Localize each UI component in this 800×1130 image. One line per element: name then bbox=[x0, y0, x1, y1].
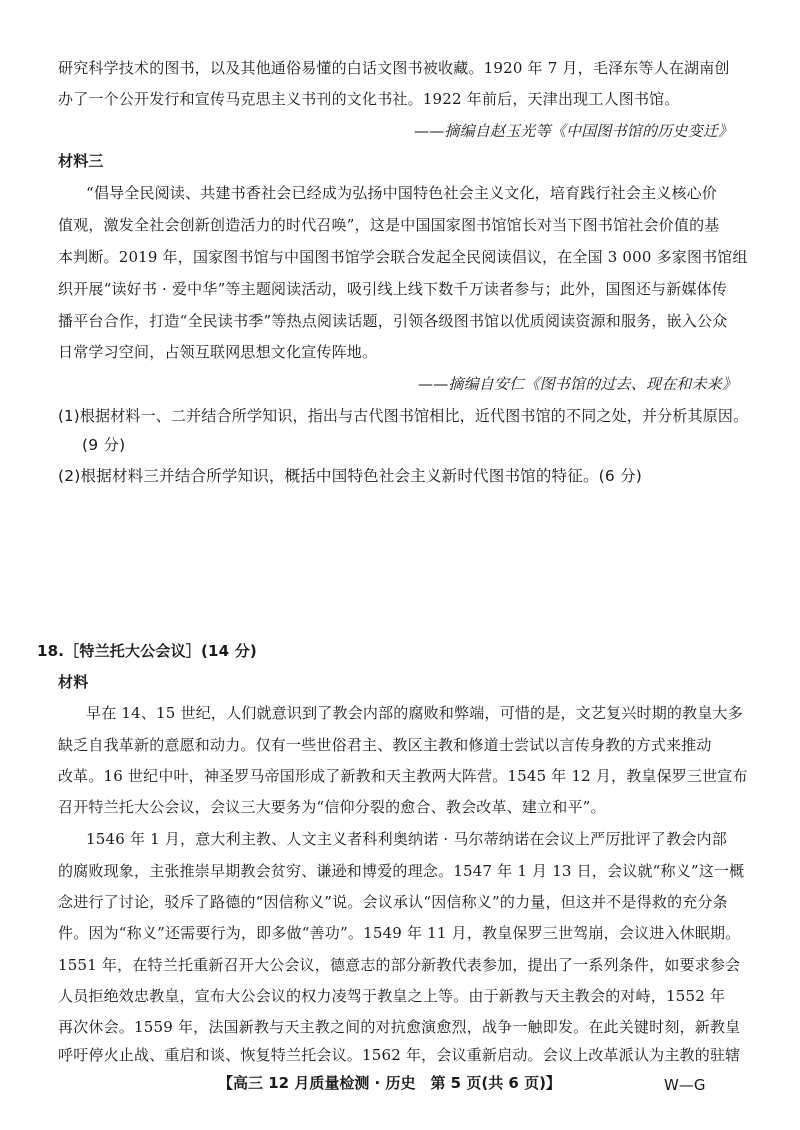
material-three-heading: 材料三 bbox=[58, 152, 104, 170]
paragraph-line: 呼吁停火止战、重启和谈、恢复特兰托会议。1562 年，会议重新启动。会议上改革派认为主教的驻辖 bbox=[58, 1046, 741, 1064]
paragraph-line: 研究科学技术的图书，以及其他通俗易懂的白话文图书被收藏。1920 年 7 月，毛泽东等人在湖南创 bbox=[58, 59, 730, 77]
paragraph-line: 件。因为“称义”还需要行为，即多做“善功”。1549 年 11 月，教皇保罗三世驾崩，会议进入休眠期。 bbox=[58, 924, 741, 942]
paragraph-line: 本判断。2019 年，国家图书馆与中国图书馆学会联合发起全民阅读倡议，在全国 3 000 多家图书馆组 bbox=[58, 248, 748, 266]
material-heading: 材料 bbox=[58, 673, 89, 691]
paragraph-line: 1546 年 1 月，意大利主教、人文主义者科利奥纳诺 · 马尔蒂纳诺在会议上严厉批评了教会内部 bbox=[86, 830, 727, 848]
paragraph-line: 值观，激发全社会创新创造活力的时代召唤”，这是中国国家图书馆馆长对当下图书馆社会价值的基 bbox=[58, 216, 720, 234]
paragraph-line: 念进行了讨论，驳斥了路德的“因信称义”说。会议承认“因信称义”的力量，但这并不是得救的充分条 bbox=[58, 893, 728, 911]
source-citation: ——摘编自赵玉光等《中国图书馆的历史变迁》 bbox=[414, 122, 734, 140]
question-18-title: 18.［特兰托大公会议］(14 分) bbox=[37, 642, 257, 660]
paragraph-line: 早在 14、15 世纪，人们就意识到了教会内部的腐败和弊端，可惜的是，文艺复兴时期的教皇大多 bbox=[86, 704, 743, 722]
paragraph-line: 织开展“读好书 · 爱中华”等主题阅读活动，吸引线上线下数千万读者参与；此外，国图还与新媒体传 bbox=[58, 280, 728, 298]
question-1-score: (9 分) bbox=[82, 436, 126, 454]
paragraph-line: “倡导全民阅读、共建书香社会已经成为弘扬中国特色社会主义文化，培育践行社会主义核心价 bbox=[86, 184, 718, 202]
paragraph-line: 缺乏自我革新的意愿和动力。仅有一些世俗君主、教区主教和修道士尝试以言传身教的方式来推动 bbox=[58, 736, 712, 754]
paragraph-line: 召开特兰托大公会议，会议三大要务为“信仰分裂的愈合、教会改革、建立和平”。 bbox=[58, 798, 606, 816]
paragraph-line: 人员拒绝效忠教皇，宣布大公会议的权力凌驾于教皇之上等。由于新教与天主教会的对峙，1552 年 bbox=[58, 987, 726, 1005]
paragraph-line: 1551 年，在特兰托重新召开大公会议，德意志的部分新教代表参加，提出了一系列条件，如要求参会 bbox=[58, 956, 741, 974]
paragraph-line: 的腐败现象，主张推崇早期教会贫穷、谦逊和博爱的理念。1547 年 1 月 13 日，会议就“称义”这一概 bbox=[58, 862, 745, 880]
source-citation: ——摘编自安仁《图书馆的过去、现在和未来》 bbox=[418, 375, 738, 393]
footer-page-info: 【高三 12 月质量检测 · 历史 第 5 页(共 6 页)】 bbox=[218, 1074, 561, 1092]
question-1: (1)根据材料一、二并结合所学知识，指出与古代图书馆相比，近代图书馆的不同之处，并分析其原因。 bbox=[58, 407, 749, 425]
paragraph-line: 改革。16 世纪中叶，神圣罗马帝国形成了新教和天主教两大阵营。1545 年 12 月，教皇保罗三世宣布 bbox=[58, 767, 748, 785]
paragraph-line: 再次休会。1559 年，法国新教与天主教之间的对抗愈演愈烈，战争一触即发。在此关键时刻，新教皇 bbox=[58, 1018, 741, 1036]
question-2: (2)根据材料三并结合所学知识，概括中国特色社会主义新时代图书馆的特征。(6 分) bbox=[58, 467, 643, 485]
paragraph-line: 办了一个公开发行和宣传马克思主义书刊的文化书社。1922 年前后，天津出现工人图书馆。 bbox=[58, 90, 680, 108]
footer-code: W—G bbox=[664, 1076, 706, 1094]
paragraph-line: 播平台合作，打造“全民读书季”等热点阅读话题，引领各级图书馆以优质阅读资源和服务，嵌入公众 bbox=[58, 312, 728, 330]
page-footer bbox=[0, 1072, 800, 1096]
paragraph-line: 日常学习空间，占领互联网思想文化宣传阵地。 bbox=[58, 343, 378, 361]
